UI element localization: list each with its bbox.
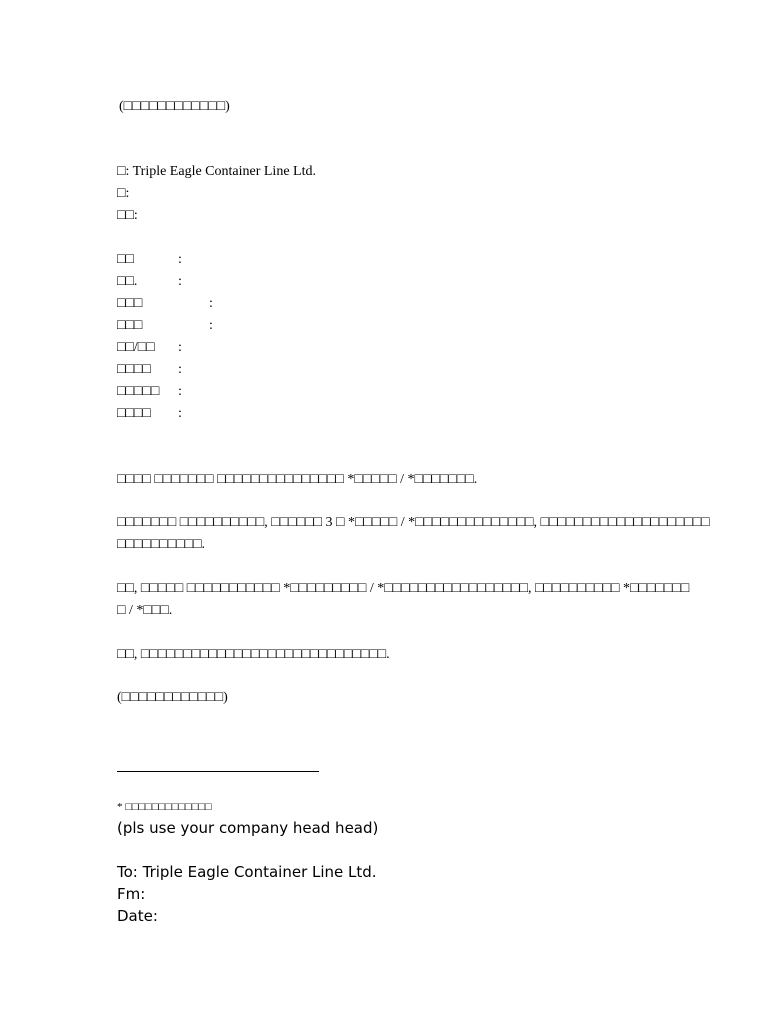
english-from-label: Fm:: [117, 885, 146, 903]
field-label: □□/□□: [117, 340, 155, 355]
field-colon: :: [178, 340, 182, 355]
field-colon: :: [178, 406, 182, 421]
field-label: □□□□: [117, 362, 151, 377]
from-label: □:: [117, 186, 130, 201]
date-label: □□:: [117, 208, 138, 223]
field-colon: :: [178, 362, 182, 377]
field-colon: :: [178, 384, 182, 399]
paragraph-3-line-1: □□, □□□□□ □□□□□□□□□□□ *□□□□□□□□□ / *□□□□□□□□□□□□□□□□□, □□□□□□□□□□ *□□□□□□□: [117, 581, 690, 596]
field-colon: :: [209, 296, 213, 311]
paragraph-1: □□□□ □□□□□□□ □□□□□□□□□□□□□□□ *□□□□□ / *□□□□□□□.: [117, 472, 478, 487]
field-label: □□□□□: [117, 384, 160, 399]
field-label: □□: [117, 252, 134, 267]
field-colon: :: [209, 318, 213, 333]
footnote: * □□□□□□□□□□□□□: [117, 801, 212, 813]
to-line: □: Triple Eagle Container Line Ltd.: [117, 164, 316, 179]
field-label: □□□: [117, 296, 143, 311]
english-date-label: Date:: [117, 907, 158, 925]
field-colon: :: [178, 252, 182, 267]
paragraph-2-line-1: □□□□□□□ □□□□□□□□□□, □□□□□□ 3 □ *□□□□□ / *□□□□□□□□□□□□□□, □□□□□□□□□□□□□□□□□□□□: [117, 515, 710, 530]
english-to-line: To: Triple Eagle Container Line Ltd.: [117, 863, 377, 881]
field-label: □□□: [117, 318, 143, 333]
field-label: □□.: [117, 274, 138, 289]
signature-note: (□□□□□□□□□□□□): [117, 690, 228, 705]
footnote-divider: [117, 771, 319, 772]
company-head-note: (□□□□□□□□□□□□): [119, 99, 230, 114]
english-head-note: (pls use your company head head): [117, 819, 379, 837]
paragraph-3-line-2: □ / *□□□.: [117, 603, 173, 618]
paragraph-4: □□, □□□□□□□□□□□□□□□□□□□□□□□□□□□□□.: [117, 647, 390, 662]
field-label: □□□□: [117, 406, 151, 421]
field-colon: :: [178, 274, 182, 289]
paragraph-2-line-2: □□□□□□□□□□.: [117, 537, 206, 552]
